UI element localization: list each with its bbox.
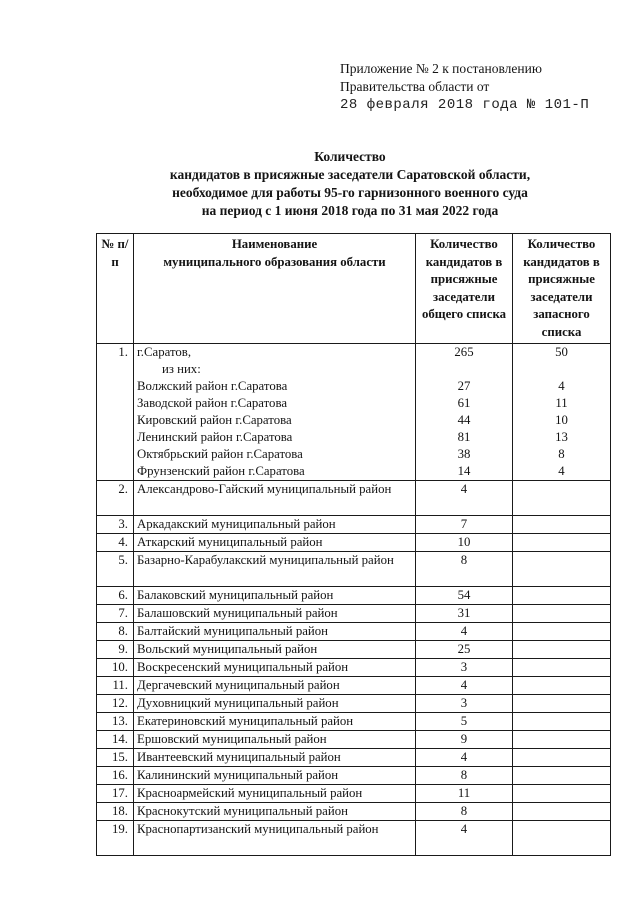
table-header-row (97, 234, 611, 344)
district-name: Заводской район г.Саратова (137, 396, 287, 410)
row-reserve (513, 605, 611, 623)
district-general-value: 44 (457, 413, 471, 427)
row-reserve (513, 803, 611, 821)
row-name: Ивантеевский муниципальный район (134, 749, 416, 767)
table-row (97, 534, 611, 552)
header-name (134, 234, 416, 344)
row-name: Балаковский муниципальный район (134, 587, 416, 605)
row-reserve (513, 731, 611, 749)
row-reserve (513, 677, 611, 695)
row-num: 10. (97, 659, 134, 677)
row-general: 11 (416, 785, 513, 803)
row-num: 13. (97, 713, 134, 731)
row-num: 8. (97, 623, 134, 641)
table-row (97, 605, 611, 623)
row-reserve (513, 552, 611, 587)
row-general: 3 (416, 695, 513, 713)
row-name: Красноармейский муниципальный район (134, 785, 416, 803)
row-name: Балашовский муниципальный район (134, 605, 416, 623)
row-reserve (513, 623, 611, 641)
row-num: 16. (97, 767, 134, 785)
appendix-header (340, 60, 630, 114)
row-reserve (513, 785, 611, 803)
title-line-4: на период с 1 июня 2018 года по 31 мая 2022 года (201, 203, 499, 218)
row-name: Краснокутский муниципальный район (134, 803, 416, 821)
row-name: Краснопартизанский муниципальный район (134, 821, 416, 856)
candidates-table (96, 233, 611, 856)
row-general: 4 (416, 749, 513, 767)
table-row (97, 641, 611, 659)
table-row (97, 803, 611, 821)
row-name: Дергачевский муниципальный район (134, 677, 416, 695)
row-reserve (513, 659, 611, 677)
title-line-1: Количество (314, 149, 386, 164)
row-reserve (513, 767, 611, 785)
appendix-date: 28 февраля 2018 года № 101-П (340, 97, 590, 113)
row-reserve (513, 516, 611, 534)
row-num: 6. (97, 587, 134, 605)
row-general: 3 (416, 659, 513, 677)
district-reserve (516, 378, 607, 478)
table-row (97, 481, 611, 516)
header-num: № п/п (97, 234, 134, 344)
table-row (97, 821, 611, 856)
row-num: 18. (97, 803, 134, 821)
title-line-3: необходимое для работы 95-го гарнизонного военного суда (172, 185, 528, 200)
appendix-line-2: Правительства области от (340, 79, 490, 94)
district-name: Кировский район г.Саратова (137, 413, 292, 427)
row-reserve (513, 695, 611, 713)
row-name: Калининский муниципальный район (134, 767, 416, 785)
row-reserve (513, 481, 611, 516)
row-num: 12. (97, 695, 134, 713)
row-name: Екатериновский муниципальный район (134, 713, 416, 731)
table-row (97, 767, 611, 785)
row-general: 4 (416, 821, 513, 856)
table-row (97, 623, 611, 641)
district-general-value: 14 (457, 464, 471, 478)
row-general: 5 (416, 713, 513, 731)
row-name: Александрово-Гайский муниципальный район (134, 481, 416, 516)
district-general-value: 81 (457, 430, 471, 444)
district-reserve-value: 13 (555, 430, 568, 444)
saratov-reserve: 50 (555, 345, 568, 359)
row-reserve (513, 713, 611, 731)
district-name: Октябрьский район г.Саратова (137, 447, 303, 461)
table-row (97, 552, 611, 587)
district-general-value: 61 (457, 396, 471, 410)
row-num: 15. (97, 749, 134, 767)
row-general: 8 (416, 552, 513, 587)
table-row (97, 785, 611, 803)
row-name: Аркадакский муниципальный район (134, 516, 416, 534)
row-general (416, 344, 513, 481)
row-name: Балтайский муниципальный район (134, 623, 416, 641)
row-name: Вольский муниципальный район (134, 641, 416, 659)
saratov-general: 265 (454, 345, 474, 359)
row-num: 1. (97, 344, 134, 481)
header-reserve-list: Количество кандидатов в присяжные заседатели запасного списка (513, 234, 611, 344)
row-general: 7 (416, 516, 513, 534)
row-general: 25 (416, 641, 513, 659)
title-line-2: кандидатов в присяжные заседатели Саратовской области, (169, 167, 531, 182)
district-reserve-value: 11 (555, 396, 568, 410)
table-row (97, 516, 611, 534)
row-num: 7. (97, 605, 134, 623)
saratov-sub: из них: (162, 362, 201, 376)
table-row-saratov (97, 344, 611, 481)
district-name: Фрунзенский район г.Саратова (137, 464, 305, 478)
district-reserve-value: 4 (558, 464, 565, 478)
row-general: 4 (416, 677, 513, 695)
row-reserve (513, 749, 611, 767)
table-row (97, 731, 611, 749)
header-name-line-2: муниципального образования области (163, 254, 386, 269)
row-num: 19. (97, 821, 134, 856)
row-num: 17. (97, 785, 134, 803)
table-row (97, 749, 611, 767)
row-reserve (513, 534, 611, 552)
row-general: 54 (416, 587, 513, 605)
row-name: Духовницкий муниципальный район (134, 695, 416, 713)
document-title (70, 148, 630, 220)
table-row (97, 713, 611, 731)
row-general: 31 (416, 605, 513, 623)
district-reserve-value: 10 (555, 413, 568, 427)
row-general: 4 (416, 623, 513, 641)
row-num: 3. (97, 516, 134, 534)
appendix-line-1: Приложение № 2 к постановлению (340, 61, 542, 76)
row-name (134, 344, 416, 481)
district-general-value: 38 (457, 447, 471, 461)
row-general: 4 (416, 481, 513, 516)
district-reserve-value: 8 (558, 447, 565, 461)
row-general: 8 (416, 767, 513, 785)
row-general: 8 (416, 803, 513, 821)
row-name: Ершовский муниципальный район (134, 731, 416, 749)
row-num: 5. (97, 552, 134, 587)
row-num: 14. (97, 731, 134, 749)
row-reserve (513, 821, 611, 856)
district-names (137, 378, 412, 480)
row-name: Базарно-Карабулакский муниципальный район (134, 552, 416, 587)
header-general-list: Количество кандидатов в присяжные заседатели общего списка (416, 234, 513, 344)
row-reserve (513, 344, 611, 481)
district-reserve-value: 4 (558, 379, 565, 393)
row-general: 9 (416, 731, 513, 749)
row-name: Воскресенский муниципальный район (134, 659, 416, 677)
row-name: Аткарский муниципальный район (134, 534, 416, 552)
row-num: 11. (97, 677, 134, 695)
row-num: 9. (97, 641, 134, 659)
district-name: Ленинский район г.Саратова (137, 430, 293, 444)
row-reserve (513, 641, 611, 659)
table-row (97, 695, 611, 713)
district-general (419, 378, 509, 478)
district-name: Волжский район г.Саратова (137, 379, 288, 393)
table-row (97, 587, 611, 605)
row-num: 2. (97, 481, 134, 516)
row-reserve (513, 587, 611, 605)
row-num: 4. (97, 534, 134, 552)
header-name-line-1: Наименование (231, 237, 318, 251)
table-row (97, 677, 611, 695)
table-row (97, 659, 611, 677)
row-general: 10 (416, 534, 513, 552)
district-general-value: 27 (457, 379, 471, 393)
saratov-name: г.Саратов, (137, 345, 192, 359)
